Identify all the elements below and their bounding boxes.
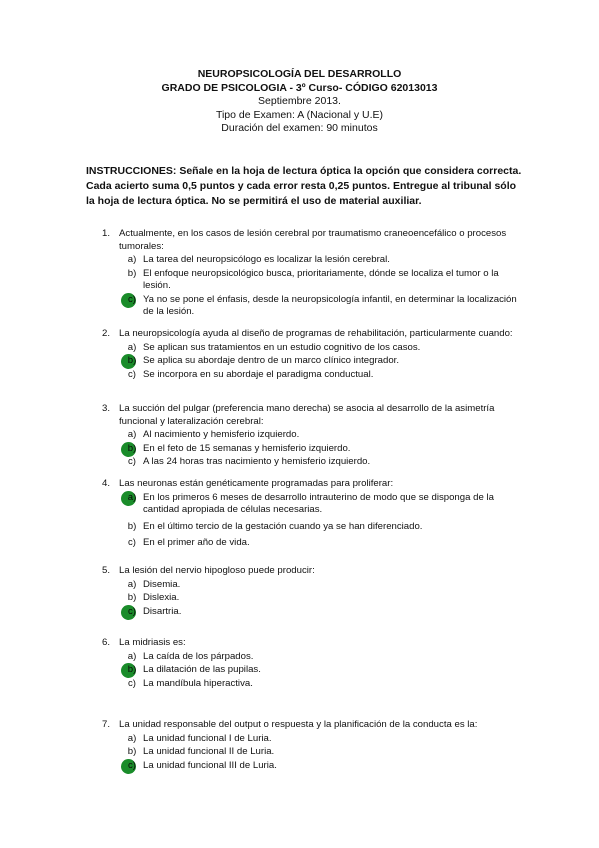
option-letter: b) [127,520,137,532]
question-text: La succión del pulgar (preferencia mano derecha) se asocia al desarrollo de la asimetría funcional y lateralización cerebral: [119,403,495,427]
option-text: Se aplican sus tratamientos en un estudio cognitivo de los casos. [143,341,421,353]
option-text: Disemia. [143,578,181,590]
answer-option [119,579,522,592]
answer-option [119,521,522,534]
option-letter: c) [128,677,136,689]
answer-option [119,746,522,759]
question-number: 4. [102,478,111,489]
option-text: Se incorpora en su abordaje el paradigma conductual. [143,368,374,380]
question-5 [102,565,522,618]
answer-option [119,733,522,746]
option-text: Se aplica su abordaje dentro de un marco clínico integrador. [143,355,399,366]
option-text: La unidad funcional III de Luria. [143,759,277,771]
option-text: Al nacimiento y hemisferio izquierdo. [143,429,300,440]
question-number: 1. [102,228,111,239]
answer-option [119,369,522,382]
option-letter: a) [127,491,137,503]
option-text: La tarea del neuropsicólogo es localizar la lesión cerebral. [143,254,390,265]
question-number: 6. [102,637,111,648]
option-text: La unidad funcional I de Luria. [143,732,272,744]
question-text: La lesión del nervio hipogloso puede producir: [119,565,315,576]
answer-option [119,760,522,773]
question-6 [102,637,522,690]
option-text: En el feto de 15 semanas y hemisferio izquierdo. [143,442,351,454]
answer-option [119,254,522,267]
answer-option [119,651,522,664]
option-text: La dilatación de las pupilas. [143,664,261,675]
option-text: La caída de los párpados. [143,650,254,662]
question-text: La neuropsicología ayuda al diseño de programas de rehabilitación, particularmente cuando: [119,328,513,339]
option-letter: a) [127,650,137,662]
question-number: 5. [102,565,111,576]
option-letter: b) [127,592,137,603]
option-letter: a) [127,341,137,353]
question-3 [102,403,522,469]
answer-option [119,268,522,293]
option-letter: a) [127,732,137,744]
option-letter: a) [127,578,137,590]
answer-option [119,606,522,619]
degree-code: GRADO DE PSICOLOGIA - 3º Curso- CÓDIGO 62013013 [161,81,438,94]
course-title: NEUROPSICOLOGÍA DEL DESARROLLO [197,68,402,80]
question-text: Actualmente, en los casos de lesión cerebral por traumatismo craneoencefálico o procesos tumorales: [119,228,507,252]
option-letter: b) [127,664,137,675]
question-text: La midriasis es: [119,637,186,648]
answer-option [119,592,522,605]
exam-header [0,68,599,136]
answer-option [119,664,522,677]
answer-option [119,429,522,442]
instructions: INSTRUCCIONES: Señale en la hoja de lectura óptica la opción que considera correcta. Cada acierto suma 0,5 puntos y cada error resta 0,25 puntos. Entregue al tribunal sólo la hoja de lectura óptica. No se permitirá el uso de material auxiliar. [86,165,522,207]
answer-option [119,294,522,319]
question-text: La unidad responsable del output o respuesta y la planificación de la conducta es la: [119,719,478,730]
answer-option [119,492,522,517]
answer-option [119,342,522,355]
option-letter: c) [128,293,136,305]
option-letter: b) [127,442,137,454]
option-text: En el primer año de vida. [143,537,250,548]
option-letter: b) [127,267,137,279]
option-letter: c) [128,456,136,467]
question-4 [102,478,522,550]
option-letter: c) [128,759,136,771]
question-number: 3. [102,403,111,414]
answer-option [119,537,522,550]
option-text: En el último tercio de la gestación cuando ya se han diferenciado. [143,520,423,532]
answer-option [119,678,522,691]
option-text: Disartria. [143,605,182,617]
option-text: Ya no se pone el énfasis, desde la neuropsicología infantil, en determinar la localización de la lesión. [143,293,517,317]
question-1 [102,228,522,319]
option-letter: c) [128,605,136,617]
exam-type: Tipo de Examen: A (Nacional y U.E) [215,108,384,121]
exam-session: Septiembre 2013. [258,95,341,107]
option-text: El enfoque neuropsicológico busca, prioritariamente, dónde se localiza el tumor o la lesión. [143,267,499,291]
question-number: 2. [102,328,111,339]
answer-option [119,355,522,368]
option-text: Dislexia. [143,592,180,603]
option-letter: a) [127,254,137,265]
question-text: Las neuronas están genéticamente programadas para proliferar: [119,478,394,489]
exam-duration: Duración del examen: 90 minutos [221,122,378,134]
option-letter: c) [128,537,136,548]
option-text: La mandíbula hiperactiva. [143,677,253,689]
option-letter: b) [127,746,137,757]
question-2 [102,328,522,381]
option-letter: b) [127,355,137,366]
question-7 [102,719,522,772]
option-letter: c) [128,368,136,380]
option-text: En los primeros 6 meses de desarrollo intrauterino de modo que se disponga de la cantidad apropiada de células necesarias. [143,491,494,515]
option-text: A las 24 horas tras nacimiento y hemisferio izquierdo. [143,456,371,467]
option-text: La unidad funcional II de Luria. [143,746,275,757]
answer-option [119,443,522,456]
option-letter: a) [127,429,137,440]
answer-option [119,456,522,469]
question-number: 7. [102,719,111,730]
